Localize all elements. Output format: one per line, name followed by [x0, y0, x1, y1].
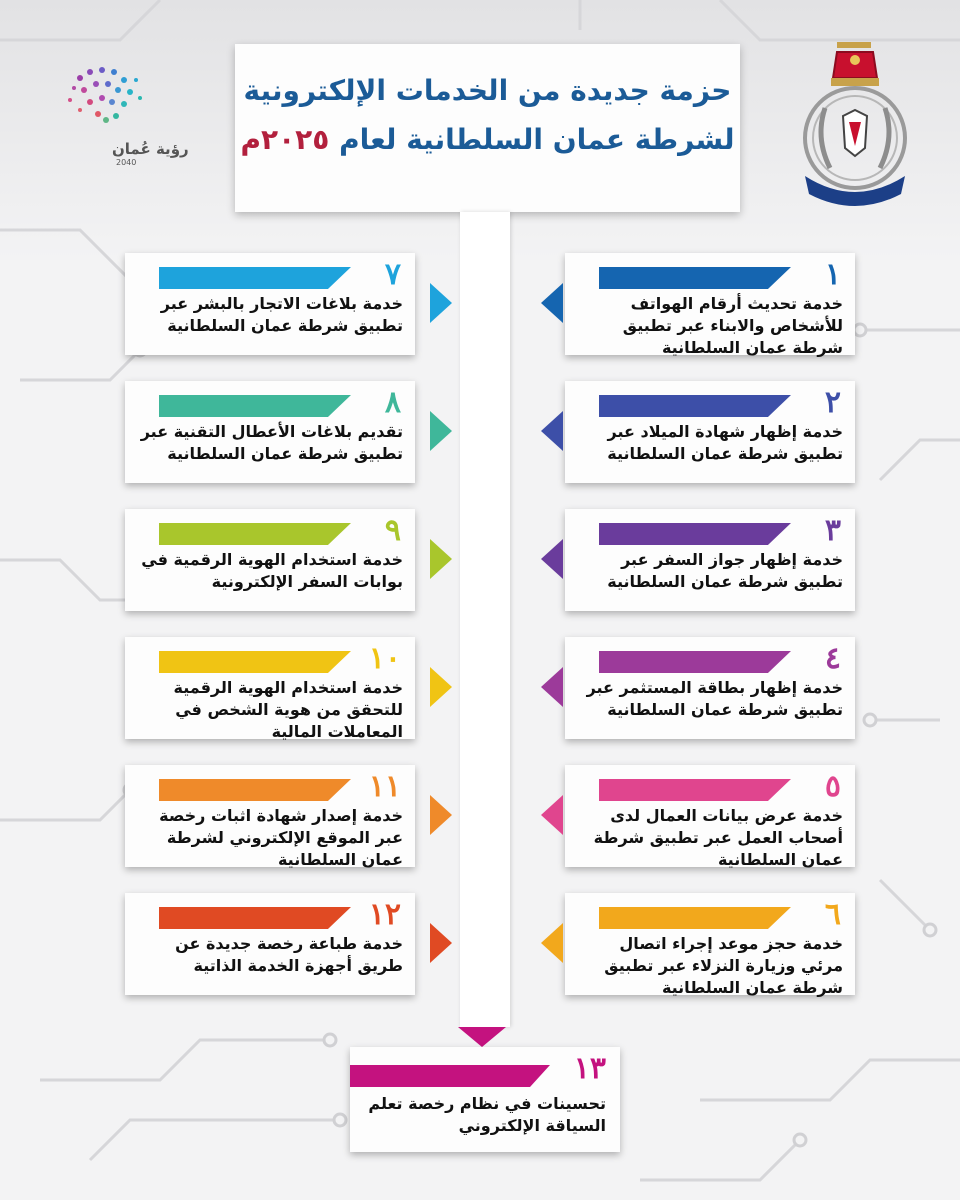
service-color-bar	[159, 267, 351, 289]
service-text: خدمة استخدام الهوية الرقمية في بوابات السفر الإلكترونية	[141, 550, 403, 591]
service-text: خدمة عرض بيانات العمال لدى أصحاب العمل عبر تطبيق شرطة عمان السلطانية	[593, 806, 843, 869]
service-number: ٢	[824, 385, 841, 420]
spine-arrow-icon	[458, 1027, 506, 1047]
service-text: خدمة استخدام الهوية الرقمية للتحقق من هوية الشخص في المعاملات المالية	[173, 678, 403, 741]
service-card-10	[125, 637, 415, 739]
service-text: خدمة إظهار بطاقة المستثمر عبر تطبيق شرطة عمان السلطانية	[586, 678, 843, 719]
service-text: خدمة حجز موعد إجراء اتصال مرئي وزيارة النزلاء عبر تطبيق شرطة عمان السلطانية	[604, 934, 843, 997]
service-card-11	[125, 765, 415, 867]
vision-logo-year: 2040	[116, 158, 137, 167]
service-number: ١٣	[573, 1051, 606, 1086]
timeline-spine	[460, 212, 510, 1027]
service-color-bar	[599, 651, 791, 673]
service-color-bar	[350, 1065, 550, 1087]
service-number: ١٠	[368, 641, 401, 676]
pointer-arrow-icon	[541, 283, 563, 323]
police-emblem-icon	[785, 38, 925, 208]
service-number: ٦	[824, 897, 841, 932]
service-text: خدمة طباعة رخصة جديدة عن طريق أجهزة الخدمة الذاتية	[175, 934, 403, 975]
service-card-9	[125, 509, 415, 611]
pointer-arrow-icon	[430, 283, 452, 323]
title-box	[235, 44, 740, 212]
service-color-bar	[599, 779, 791, 801]
service-text: خدمة إظهار جواز السفر عبر تطبيق شرطة عمان السلطانية	[607, 550, 843, 591]
service-text: خدمة تحديث أرقام الهواتف للأشخاص والابناء عبر تطبيق شرطة عمان السلطانية	[622, 294, 843, 357]
subtitle-year: ٢٠٢٥م	[240, 123, 330, 156]
service-card-1	[565, 253, 855, 355]
service-color-bar	[159, 651, 351, 673]
page-subtitle	[235, 123, 740, 156]
service-card-3	[565, 509, 855, 611]
pointer-arrow-icon	[430, 795, 452, 835]
pointer-arrow-icon	[430, 539, 452, 579]
service-text: تحسينات في نظام رخصة تعلم السياقة الإلكتروني	[368, 1094, 606, 1135]
service-number: ١١	[368, 769, 401, 804]
service-card-6	[565, 893, 855, 995]
service-number: ٩	[384, 513, 401, 548]
service-color-bar	[159, 395, 351, 417]
service-text: تقديم بلاغات الأعطال التقنية عبر تطبيق شرطة عمان السلطانية	[140, 422, 403, 463]
pointer-arrow-icon	[541, 539, 563, 579]
service-text: خدمة إصدار شهادة اثبات رخصة عبر الموقع الإلكتروني لشرطة عمان السلطانية	[159, 806, 403, 869]
service-color-bar	[159, 523, 351, 545]
service-color-bar	[599, 523, 791, 545]
service-card-2	[565, 381, 855, 483]
service-color-bar	[599, 907, 791, 929]
service-text: خدمة بلاغات الاتجار بالبشر عبر تطبيق شرطة عمان السلطانية	[160, 294, 403, 335]
subtitle-text: لشرطة عمان السلطانية لعام	[329, 123, 735, 156]
service-number: ٣	[824, 513, 841, 548]
pointer-arrow-icon	[541, 923, 563, 963]
pointer-arrow-icon	[541, 795, 563, 835]
service-text: خدمة إظهار شهادة الميلاد عبر تطبيق شرطة عمان السلطانية	[607, 422, 843, 463]
service-color-bar	[159, 907, 351, 929]
service-number: ٨	[384, 385, 401, 420]
service-color-bar	[159, 779, 351, 801]
service-card-12	[125, 893, 415, 995]
service-number: ٥	[824, 769, 841, 804]
service-color-bar	[599, 395, 791, 417]
page-title: حزمة جديدة من الخدمات الإلكترونية	[243, 74, 732, 107]
service-number: ٧	[384, 257, 401, 292]
pointer-arrow-icon	[541, 667, 563, 707]
service-number: ١٢	[368, 897, 401, 932]
service-card-8	[125, 381, 415, 483]
pointer-arrow-icon	[430, 923, 452, 963]
pointer-arrow-icon	[430, 411, 452, 451]
service-color-bar	[599, 267, 791, 289]
pointer-arrow-icon	[430, 667, 452, 707]
service-card-5	[565, 765, 855, 867]
service-card-7	[125, 253, 415, 355]
service-card-4	[565, 637, 855, 739]
service-number: ٤	[824, 641, 841, 676]
service-card-13	[350, 1047, 620, 1152]
vision-logo-text: رؤية عُمان	[112, 140, 189, 158]
pointer-arrow-icon	[541, 411, 563, 451]
service-number: ١	[824, 257, 841, 292]
